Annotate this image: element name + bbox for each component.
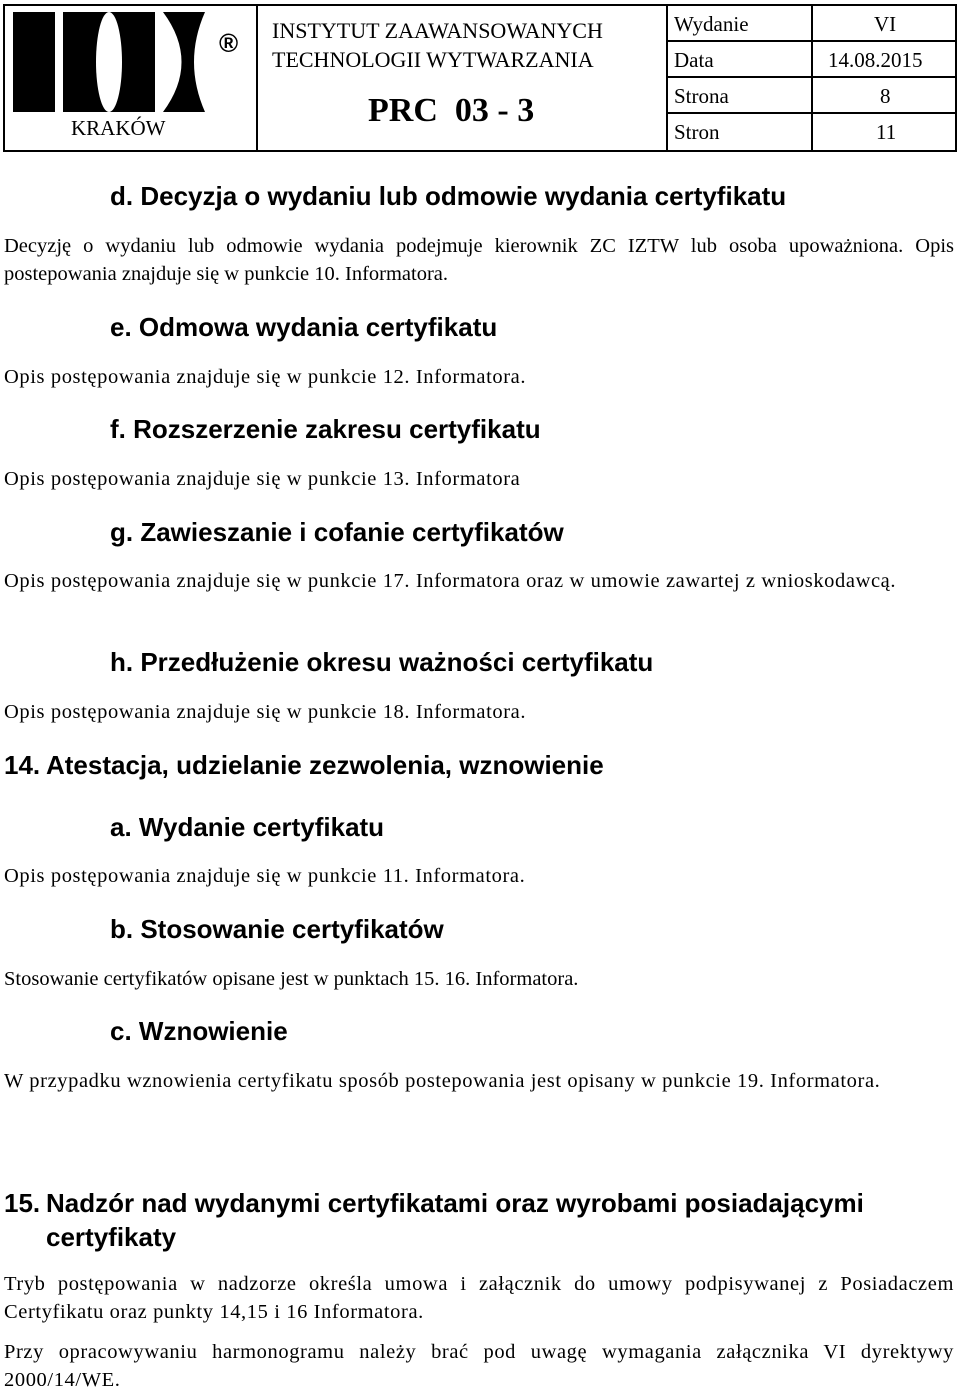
- meta-value: 11: [876, 120, 897, 144]
- city-label: KRAKÓW: [71, 116, 166, 140]
- section-h-heading: h. Przedłużenie okresu ważności certyfikatu: [110, 647, 654, 677]
- meta-value: 8: [880, 84, 891, 108]
- section-b-heading: b. Stosowanie certyfikatów: [110, 914, 444, 944]
- meta-label: Wydanie: [674, 12, 749, 36]
- meta-label: Stron: [674, 120, 720, 144]
- section-e-text: Opis postępowania znajduje się w punkcie 12. Informatora.: [4, 366, 527, 388]
- section-f-text: Opis postępowania znajduje się w punkcie 13. Informatora: [4, 468, 521, 490]
- section-14-heading: [4, 750, 604, 781]
- meta-row-page: [668, 78, 955, 114]
- registered-mark: ®: [219, 28, 239, 58]
- logo-cell: [5, 6, 258, 150]
- section-c-text: W przypadku wznowienia certyfikatu sposób postepowania jest opisany w punkcie 19. Informatora.: [4, 1070, 881, 1092]
- meta-label: Strona: [674, 84, 729, 108]
- section-15-text2: Przy opracowywaniu harmonogramu należy brać pod uwagę wymagania załącznika VI dyrektywy 2000/14/WE.: [4, 1341, 954, 1391]
- section-h-text: Opis postępowania znajduje się w punkcie 18. Informatora.: [4, 701, 527, 723]
- section-a-text: Opis postępowania znajduje się w punkcie 11. Informatora.: [4, 865, 526, 887]
- section-d-heading: d. Decyzja o wydaniu lub odmowie wydania certyfikatu: [110, 181, 787, 211]
- section-15-text1: Tryb postępowania w nadzorze określa umowa i załącznik do umowy podpisywanej z Posiadaczem Certyfikatu oraz punkty 14,15 i 16 Informatora.: [4, 1273, 954, 1323]
- section-b-text: Stosowanie certyfikatów opisane jest w punktach 15. 16. Informatora.: [4, 968, 579, 990]
- section-c-heading: c. Wznowienie: [110, 1016, 288, 1046]
- institute-name-line2: TECHNOLOGII WYTWARZANIA: [272, 47, 594, 72]
- section-e-heading: e. Odmowa wydania certyfikatu: [110, 312, 498, 342]
- institute-name-line1: INSTYTUT ZAAWANSOWANYCH: [272, 18, 603, 43]
- document-header: [3, 4, 957, 152]
- meta-value: 14.08.2015: [828, 48, 923, 72]
- meta-label: Data: [674, 48, 714, 72]
- section-15-title-line2: certyfikaty: [46, 1222, 177, 1252]
- meta-row-pages: [668, 114, 955, 150]
- section-15-title-line1: Nadzór nad wydanymi certyfikatami oraz wyrobami posiadającymi: [46, 1188, 864, 1218]
- meta-row-date: [668, 42, 955, 78]
- section-f-heading: f. Rozszerzenie zakresu certyfikatu: [110, 414, 541, 444]
- section-a-heading: a. Wydanie certyfikatu: [110, 812, 385, 842]
- section-d-text: Decyzję o wydaniu lub odmowie wydania podejmuje kierownik ZC IZTW lub osoba upoważniona. Opis postepowania znajduje się w punkcie 10. Informatora.: [4, 235, 954, 285]
- institute-name: [272, 16, 603, 74]
- section-15-number: 15.: [4, 1188, 41, 1218]
- institute-cell: [258, 6, 668, 150]
- section-15-heading: [4, 1186, 864, 1254]
- meta-row-edition: [668, 6, 955, 42]
- ios-logo: [5, 6, 258, 116]
- section-14-number: 14.: [4, 750, 41, 780]
- section-g-heading: g. Zawieszanie i cofanie certyfikatów: [110, 517, 564, 547]
- document-code: PRC 03 - 3: [368, 92, 535, 129]
- section-14-title: Atestacja, udzielanie zezwolenia, wznowienie: [46, 750, 604, 780]
- meta-value: VI: [874, 12, 897, 36]
- document-meta: [668, 6, 955, 150]
- section-g-text: Opis postępowania znajduje się w punkcie 17. Informatora oraz w umowie zawartej z wnioskodawcą.: [4, 570, 897, 592]
